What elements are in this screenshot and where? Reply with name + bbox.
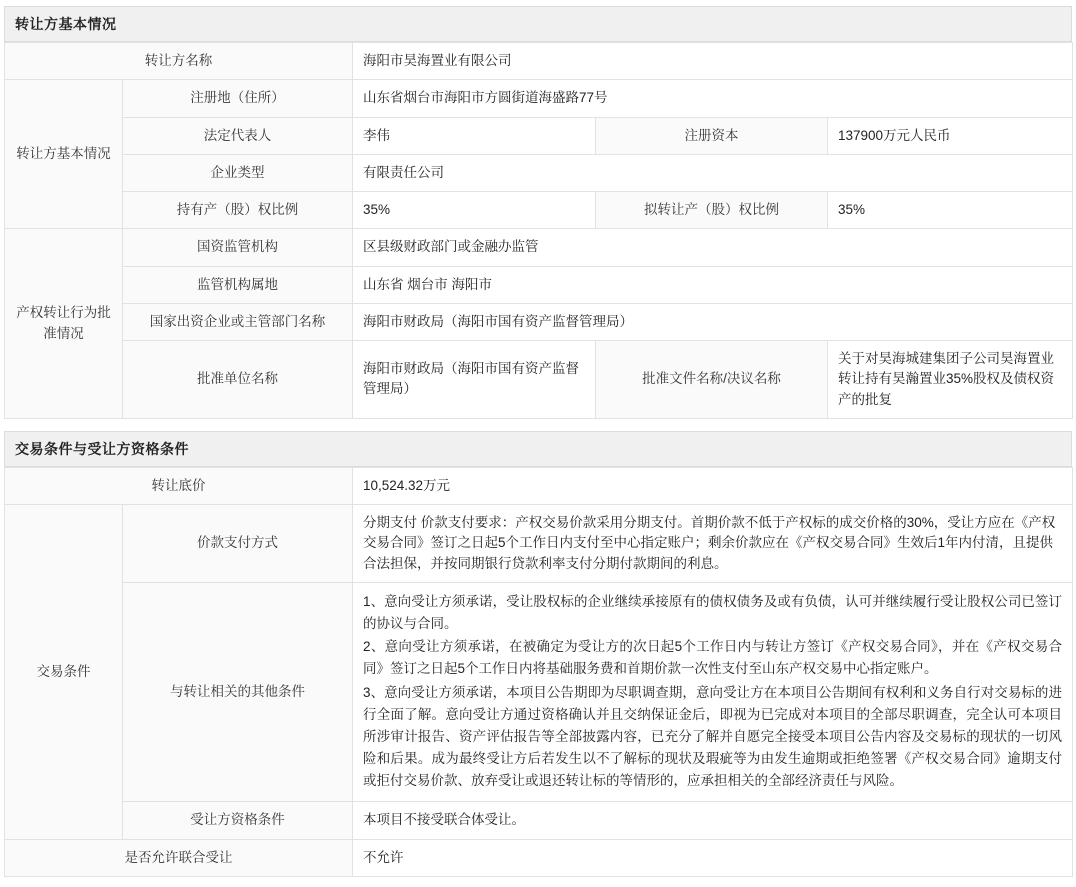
trade-conditions-table <box>4 467 1073 877</box>
table-row <box>5 467 1073 504</box>
enterprise-type-value: 有限责任公司 <box>353 154 1073 191</box>
table-row <box>5 266 1073 303</box>
state-owner-label: 国家出资企业或主管部门名称 <box>123 303 353 340</box>
locale-label: 监管机构属地 <box>123 266 353 303</box>
transfer-ratio-value: 35% <box>828 192 1073 229</box>
table-row <box>5 117 1073 154</box>
qualification-label: 受让方资格条件 <box>123 802 353 839</box>
consortium-label: 是否允许联合受让 <box>5 839 353 876</box>
basic-info-group-label: 转让方基本情况 <box>5 80 123 229</box>
enterprise-type-label: 企业类型 <box>123 154 353 191</box>
hold-ratio-value: 35% <box>353 192 596 229</box>
trade-condition-group-label: 交易条件 <box>5 505 123 840</box>
qualification-value: 本项目不接受联合体受让。 <box>353 802 1073 839</box>
section-header-transferor: 转让方基本情况 <box>4 6 1072 42</box>
approval-unit-label: 批准单位名称 <box>123 341 353 419</box>
transferor-name-label: 转让方名称 <box>5 43 353 80</box>
reg-address-label: 注册地（住所） <box>123 80 353 117</box>
locale-value: 山东省 烟台市 海阳市 <box>353 266 1073 303</box>
base-price-value: 10,524.32万元 <box>353 467 1073 504</box>
transferor-table <box>4 42 1073 419</box>
legal-rep-label: 法定代表人 <box>123 117 353 154</box>
consortium-value: 不允许 <box>353 839 1073 876</box>
other-condition-paragraph: 3、意向受让方须承诺，本项目公告期即为尽职调查期，意向受让方在本项目公告期间有权利和义务自行对交易标的进行全面了解。意向受让方通过资格确认并且交纳保证金后，即视为已完成对本项目的全部尽职调查，完全认可本项目所涉审计报告、资产评估报告等全部披露内容，已充分了解并自愿完全接受本项目公告内容及交易标的现状的一切风险和后果。成为最终受让方后若发生以不了解标的现状及瑕疵等为由发生逾期或拒绝签署《产权交易合同》逾期支付或拒付交易价款、放弃受让或退还转让标的等情形的，应承担相关的全部经济责任与风险。 <box>363 685 1062 788</box>
table-row <box>5 341 1073 419</box>
table-row <box>5 802 1073 839</box>
section-divider <box>4 419 1072 431</box>
other-conditions-value <box>353 582 1073 802</box>
other-condition-paragraph: 1、意向受让方须承诺，受让股权标的企业继续承接原有的债权债务及或有负债，认可并继续履行受让股权公司已签订的协议与合同。 <box>363 593 1062 631</box>
payment-method-label: 价款支付方式 <box>123 505 353 583</box>
other-condition-paragraph: 2、意向受让方须承诺，在被确定为受让方的次日起5个工作日内与转让方签订《产权交易合同》，并在《产权交易合同》签订之日起5个工作日内将基础服务费和首期价款一次性支付至山东产权交易中心指定账户。 <box>363 639 1062 677</box>
sasac-value: 区县级财政部门或金融办监管 <box>353 229 1073 266</box>
table-row <box>5 43 1073 80</box>
other-conditions-label: 与转让相关的其他条件 <box>123 582 353 802</box>
table-row <box>5 303 1073 340</box>
state-owner-value: 海阳市财政局（海阳市国有资产监督管理局） <box>353 303 1073 340</box>
approval-unit-value: 海阳市财政局（海阳市国有资产监督管理局） <box>353 341 596 419</box>
table-row <box>5 229 1073 266</box>
table-row <box>5 154 1073 191</box>
approval-doc-label: 批准文件名称/决议名称 <box>596 341 828 419</box>
payment-method-value: 分期支付 价款支付要求：产权交易价款采用分期支付。首期价款不低于产权标的成交价格的30%，受让方应在《产权交易合同》签订之日起5个工作日内支付至中心指定账户；剩余价款应在《产权交易合同》生效后1年内付清，且提供合法担保，并按同期银行贷款利率支付分期付款期间的利息。 <box>353 505 1073 583</box>
table-row <box>5 80 1073 117</box>
reg-address-value: 山东省烟台市海阳市方圆街道海盛路77号 <box>353 80 1073 117</box>
approval-doc-value: 关于对昊海城建集团子公司昊海置业转让持有昊瀚置业35%股权及债权资产的批复 <box>828 341 1073 419</box>
table-row <box>5 582 1073 802</box>
table-row <box>5 839 1073 876</box>
sasac-label: 国资监管机构 <box>123 229 353 266</box>
reg-capital-label: 注册资本 <box>596 117 828 154</box>
table-row <box>5 192 1073 229</box>
section-header-trade-conditions: 交易条件与受让方资格条件 <box>4 431 1072 467</box>
reg-capital-value: 137900万元人民币 <box>828 117 1073 154</box>
approval-group-label: 产权转让行为批准情况 <box>5 229 123 419</box>
transferor-name-value: 海阳市昊海置业有限公司 <box>353 43 1073 80</box>
hold-ratio-label: 持有产（股）权比例 <box>123 192 353 229</box>
legal-rep-value: 李伟 <box>353 117 596 154</box>
table-row <box>5 505 1073 583</box>
base-price-label: 转让底价 <box>5 467 353 504</box>
transfer-ratio-label: 拟转让产（股）权比例 <box>596 192 828 229</box>
